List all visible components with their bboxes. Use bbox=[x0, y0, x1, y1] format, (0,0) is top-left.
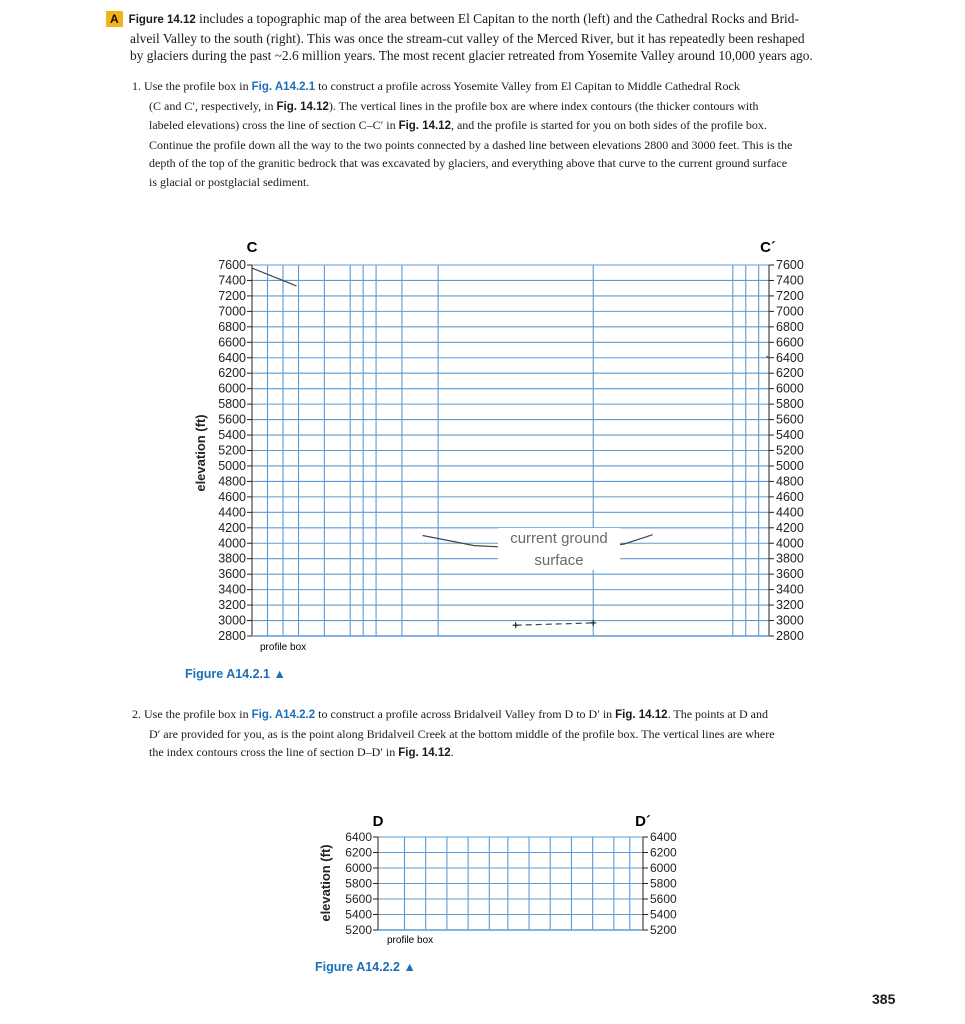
y-tick-label: 5600 bbox=[218, 412, 246, 427]
y-tick-label: 6200 bbox=[776, 366, 804, 381]
y-tick-label: 4800 bbox=[776, 474, 804, 489]
y-tick-label: 3800 bbox=[776, 551, 804, 566]
y-axis-label: elevation (ft) bbox=[318, 844, 333, 922]
figure-ref: Fig. A14.2.1 bbox=[251, 81, 316, 93]
y-tick-label: 5800 bbox=[776, 397, 804, 412]
point-d-label: D bbox=[372, 813, 384, 830]
section-a-intro: A Figure 14.12 includes a topographic map of the area between El Capitan to the north (left) and the Cathedral Rocks and Brid- alveil Valley to the south (right). This was once the stream-cut valley of the Merced River, but it has repeatedly been reshaped by glaciers during the past ~2.6 million years. The most recent glacier retreated from Yosemite Valley around 10,000 years ago. bbox=[106, 10, 906, 65]
y-tick-label: 6400 bbox=[650, 830, 677, 844]
figure-ref: Fig. A14.2.2 bbox=[251, 709, 316, 721]
y-tick-label: 4400 bbox=[776, 505, 804, 520]
y-tick-label: 4000 bbox=[218, 536, 246, 551]
y-tick-label: 4000 bbox=[776, 536, 804, 551]
page-number: 385 bbox=[872, 991, 896, 1007]
point-c-label: C bbox=[246, 239, 258, 256]
y-tick-label: 3200 bbox=[218, 598, 246, 613]
y-tick-label: 5600 bbox=[345, 892, 372, 906]
y-tick-label: 2800 bbox=[776, 629, 804, 643]
instruction-2: 2. Use the profile box in Fig. A14.2.2 to construct a profile across Bridalveil Valley from D to D′ in Fig. 14.12. The points at D and D′ are provided for you, as is the point along Bridalveil Creek at the bottom middle of the profile box. The vertical lines are where the index contours cross the line of section D–D′ in Fig. 14.12. bbox=[132, 707, 775, 760]
horizontal-gridlines bbox=[252, 265, 769, 636]
figure-ref: Figure 14.12 bbox=[128, 14, 196, 26]
y-tick-label: 6000 bbox=[345, 861, 372, 875]
profile-box-label: profile box bbox=[260, 642, 307, 653]
y-tick-label: 5400 bbox=[650, 907, 677, 922]
y-tick-label: 5800 bbox=[650, 876, 677, 891]
y-tick-label: 5200 bbox=[218, 443, 246, 458]
y-tick-label: 5400 bbox=[345, 907, 372, 922]
annotation-line-2: surface bbox=[534, 552, 584, 569]
y-tick-label: 4600 bbox=[218, 489, 246, 504]
y-tick-label: 5000 bbox=[776, 458, 804, 473]
y-tick-label: 6400 bbox=[776, 350, 804, 365]
y-tick-label: 5000 bbox=[218, 458, 246, 473]
y-tick-label: 6600 bbox=[218, 335, 246, 350]
y-tick-label: 7600 bbox=[776, 258, 804, 272]
left-axis bbox=[218, 258, 252, 643]
y-tick-label: 5200 bbox=[650, 923, 677, 937]
profile-line bbox=[252, 268, 297, 286]
section-badge: A bbox=[106, 11, 123, 27]
right-axis bbox=[643, 830, 677, 937]
y-tick-label: 3000 bbox=[776, 613, 804, 628]
instruction-1: 1. Use the profile box in Fig. A14.2.1 to construct a profile across Yosemite Valley from El Capitan to Middle Cathedral Rock (C and C′, respectively, in Fig. 14.12). The vertical lines in the profile box are where index contours (the thicker contours with labeled elevations) cross the line of section C–C′ in Fig. 14.12, and the profile is started for you on both sides of the profile box. Continue the profile down all the way to the two points connected by a dashed line between elevations 2800 and 3000 feet. This is the depth of the top of the granitic bedrock that was excavated by glaciers, and everything above that curve to the current ground surface is glacial or postglacial sediment. bbox=[132, 79, 793, 189]
y-tick-label: 3400 bbox=[776, 582, 804, 597]
horizontal-gridlines bbox=[378, 837, 643, 930]
y-tick-label: 5800 bbox=[345, 876, 372, 891]
y-tick-label: 6800 bbox=[776, 319, 804, 334]
y-tick-label: 6000 bbox=[218, 381, 246, 396]
y-tick-label: 6400 bbox=[345, 830, 372, 844]
figure-caption-2: Figure A14.2.2 ▲ bbox=[315, 960, 416, 974]
point-c-prime-label: C´ bbox=[760, 239, 776, 256]
y-tick-label: 5200 bbox=[776, 443, 804, 458]
y-tick-label: 4200 bbox=[218, 520, 246, 535]
y-axis-label: elevation (ft) bbox=[193, 414, 208, 492]
y-tick-label: 7200 bbox=[776, 288, 804, 303]
y-tick-label: 4600 bbox=[776, 489, 804, 504]
figure-caption-1: Figure A14.2.1 ▲ bbox=[185, 667, 286, 681]
annotation-line-1: current ground bbox=[510, 530, 608, 547]
y-tick-label: 3600 bbox=[776, 567, 804, 582]
y-tick-label: 4200 bbox=[776, 520, 804, 535]
y-tick-label: 6000 bbox=[776, 381, 804, 396]
y-tick-label: 3000 bbox=[218, 613, 246, 628]
profile-chart-c bbox=[0, 230, 965, 670]
y-tick-label: 5600 bbox=[776, 412, 804, 427]
y-tick-label: 3400 bbox=[218, 582, 246, 597]
y-tick-label: 6200 bbox=[218, 366, 246, 381]
y-tick-label: 5600 bbox=[650, 892, 677, 906]
y-tick-label: 3800 bbox=[218, 551, 246, 566]
y-tick-label: 6000 bbox=[650, 861, 677, 875]
y-tick-label: 7400 bbox=[776, 273, 804, 288]
left-axis bbox=[345, 830, 378, 937]
y-tick-label: 3600 bbox=[218, 567, 246, 582]
y-tick-label: 2800 bbox=[218, 629, 246, 643]
profile-chart-d bbox=[0, 805, 965, 955]
y-tick-label: 6200 bbox=[650, 845, 677, 860]
y-tick-label: 7400 bbox=[218, 273, 246, 288]
y-tick-label: 5200 bbox=[345, 923, 372, 937]
y-tick-label: 7000 bbox=[218, 304, 246, 319]
y-tick-label: 7000 bbox=[776, 304, 804, 319]
right-axis bbox=[769, 258, 804, 643]
y-tick-label: 5400 bbox=[218, 428, 246, 443]
y-tick-label: 6400 bbox=[218, 350, 246, 365]
y-tick-label: 3200 bbox=[776, 598, 804, 613]
y-tick-label: 5400 bbox=[776, 428, 804, 443]
y-tick-label: 4800 bbox=[218, 474, 246, 489]
y-tick-label: 6800 bbox=[218, 319, 246, 334]
y-tick-label: 6600 bbox=[776, 335, 804, 350]
y-tick-label: 5800 bbox=[218, 397, 246, 412]
y-tick-label: 7200 bbox=[218, 288, 246, 303]
bedrock-dashed-line bbox=[516, 623, 594, 625]
y-tick-label: 6200 bbox=[345, 845, 372, 860]
y-tick-label: 4400 bbox=[218, 505, 246, 520]
point-d-prime-label: D´ bbox=[635, 813, 651, 830]
y-tick-label: 7600 bbox=[218, 258, 246, 272]
profile-box-label: profile box bbox=[387, 935, 434, 946]
